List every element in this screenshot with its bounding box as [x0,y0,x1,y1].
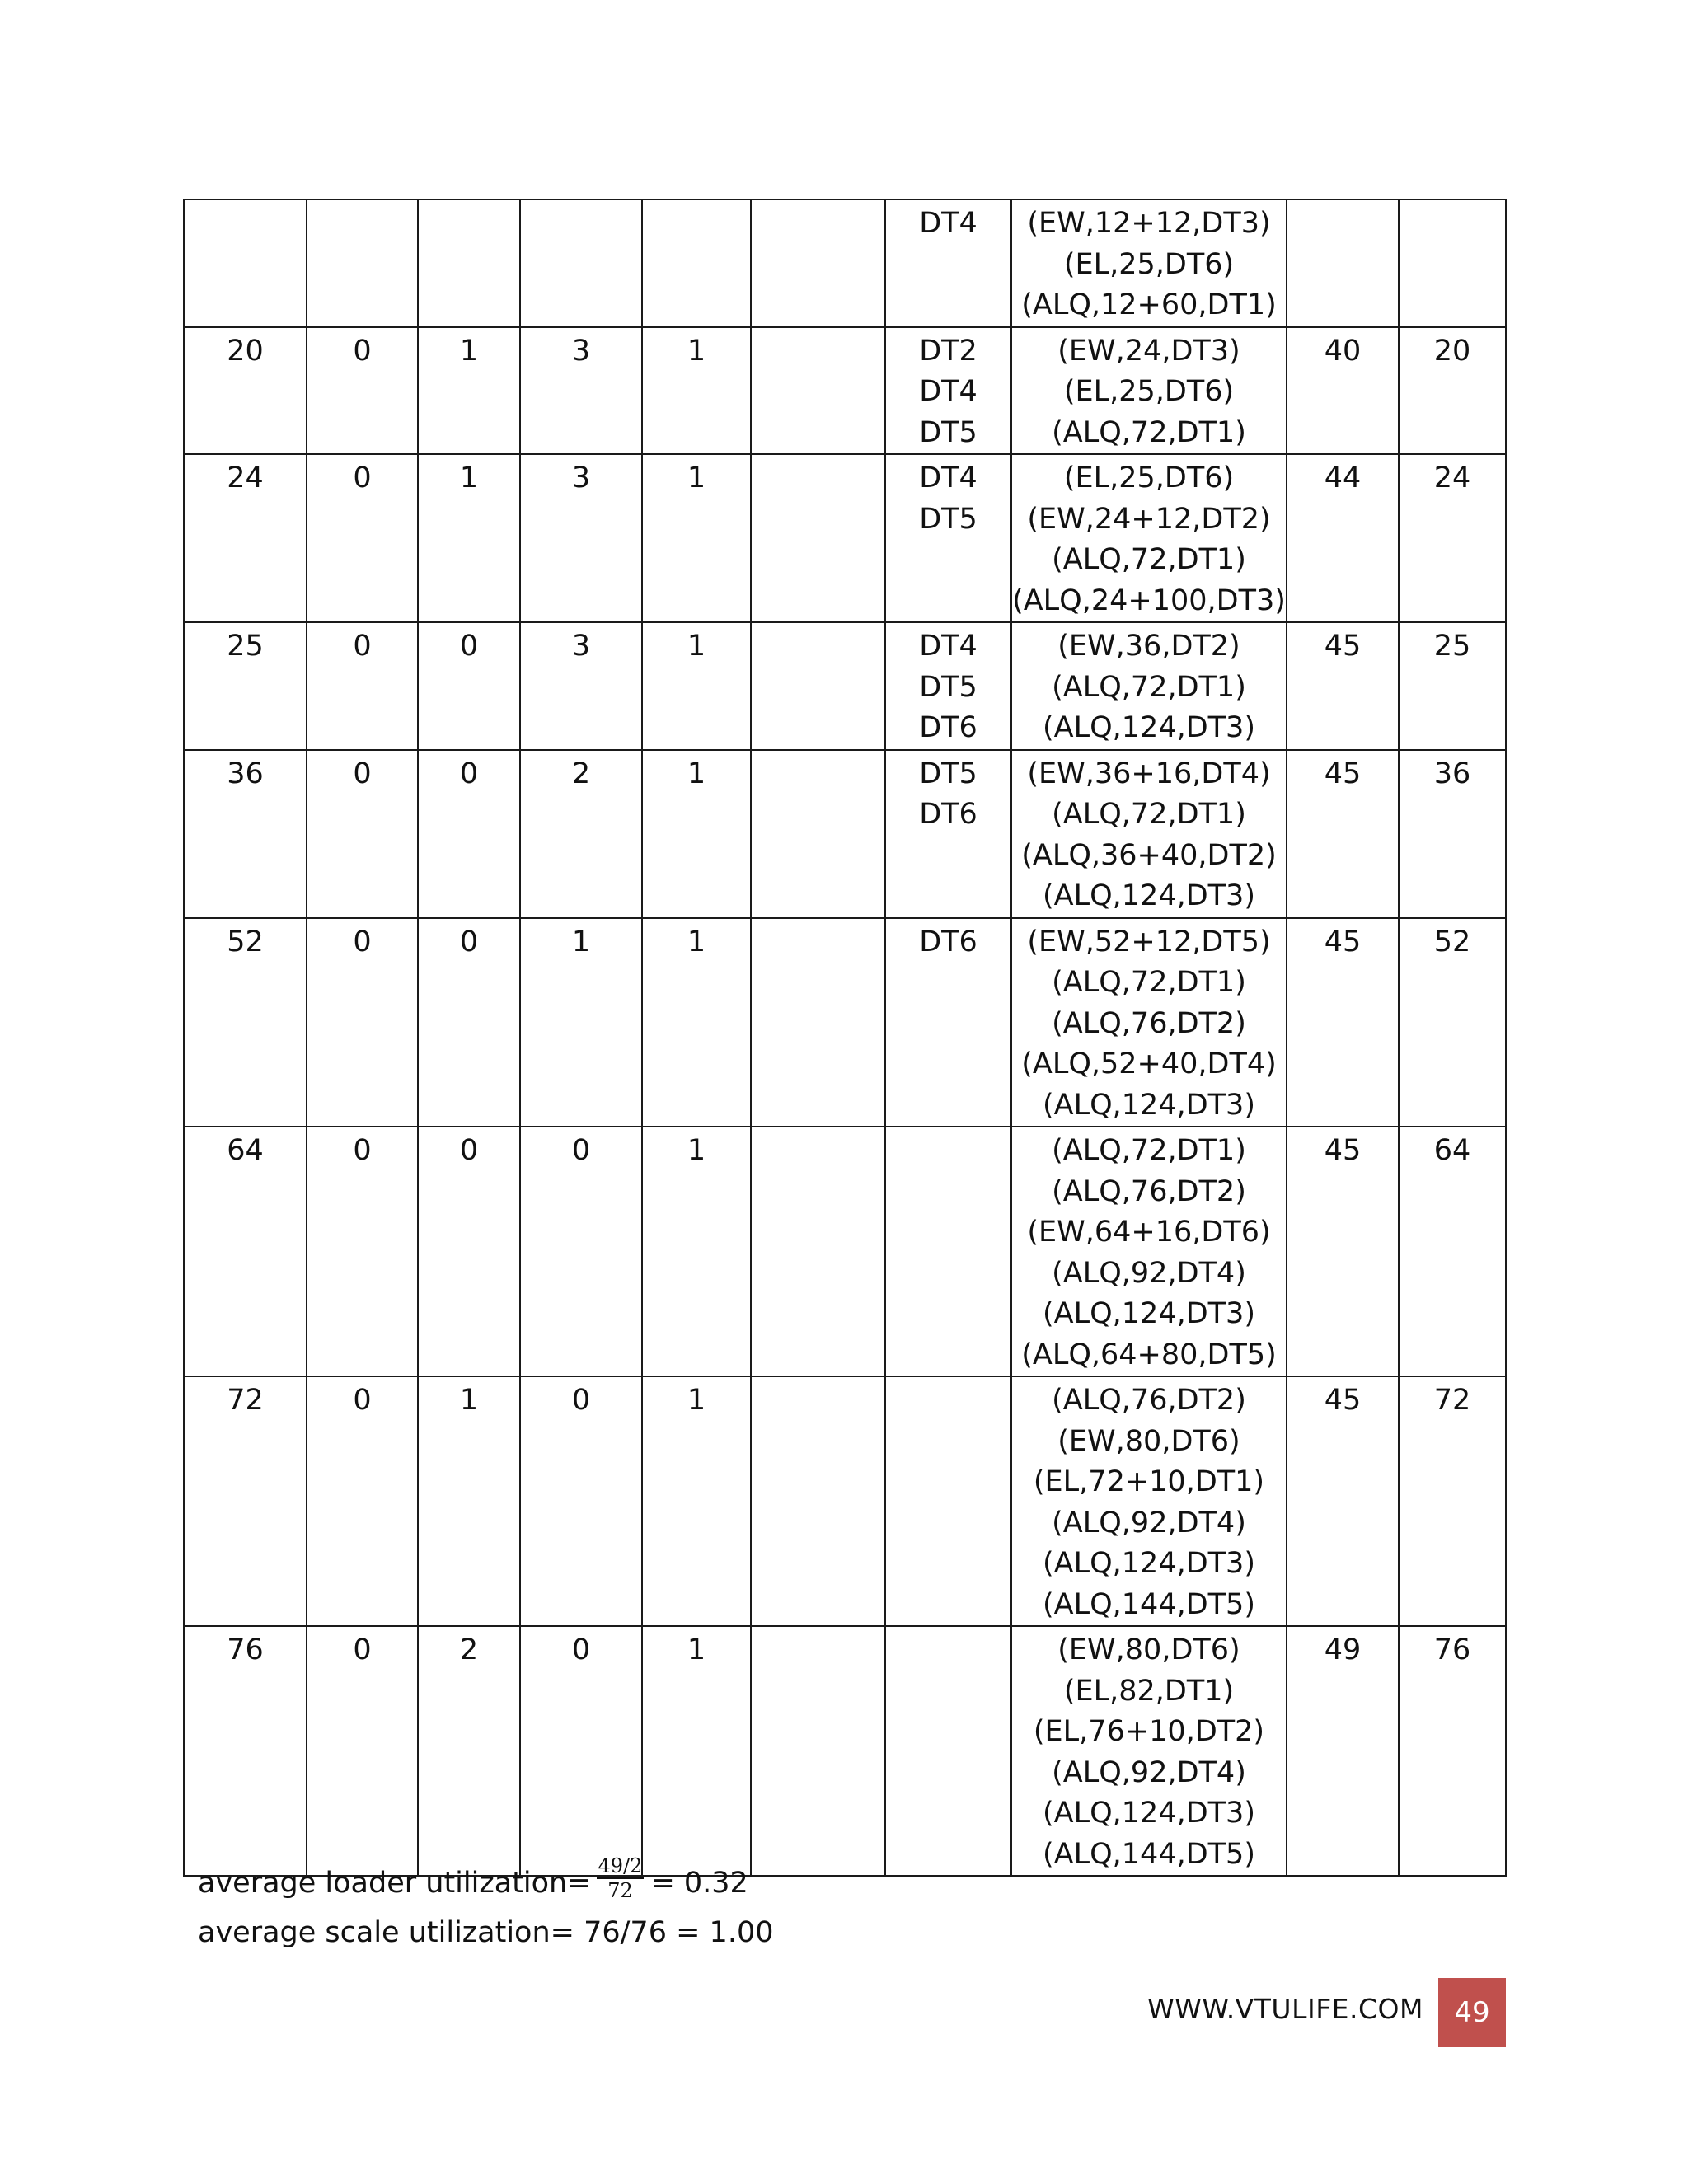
table-cell-c4: 0 [520,1127,642,1376]
table-cell-c4: 1 [520,918,642,1127]
table-cell-c2: 0 [307,750,418,918]
cell-line: (ALQ,76,DT2) [1052,1174,1246,1208]
table-cell-c9: 45 [1287,750,1399,918]
table-cell-c5: 1 [642,918,751,1127]
cell-line: (ALQ,144,DT5) [1043,1587,1255,1621]
table-cell-c8 [1011,1376,1287,1626]
table-cell-c6 [751,199,885,327]
table-cell-c10: 52 [1399,918,1506,1127]
cell-line: (EL,76+10,DT2) [1033,1715,1265,1748]
cell-line: (ALQ,72,DT1) [1052,798,1246,831]
table-cell-c6 [751,750,885,918]
loader-utilization-fraction [597,1854,645,1902]
table-cell-c2: 0 [307,454,418,622]
utilization-notes [198,1854,774,1957]
table-cell-c10: 20 [1399,327,1506,455]
table-cell-c2: 0 [307,622,418,750]
table-cell-c6 [751,1626,885,1876]
cell-line: (ALQ,36+40,DT2) [1021,838,1277,872]
cell-line: DT6 [919,711,978,744]
table-cell-c9 [1287,199,1399,327]
table-cell-c8 [1011,1626,1287,1876]
table-cell-c7 [885,454,1011,622]
cell-line: DT4 [919,375,978,408]
simulation-table [183,199,1507,1877]
table-row [184,1127,1506,1376]
cell-line: (EW,80,DT6) [1057,1424,1240,1458]
cell-line: (ALQ,124,DT3) [1043,1547,1255,1580]
table-cell-c6 [751,622,885,750]
cell-line: (EW,36,DT2) [1057,630,1240,663]
loader-utilization-line [198,1854,773,1908]
page-number-badge: 49 [1438,1978,1506,2047]
cell-line: DT4 [919,462,978,494]
cell-line: (ALQ,72,DT1) [1052,543,1246,576]
table-cell-c9: 45 [1287,918,1399,1127]
table-cell-c8 [1011,622,1287,750]
table-cell-c1: 76 [184,1626,307,1876]
table-cell-c7 [885,199,1011,327]
table-cell-c9: 45 [1287,1376,1399,1626]
table-cell-c4 [520,199,642,327]
cell-line: (EW,80,DT6) [1057,1633,1240,1666]
table-cell-c10: 25 [1399,622,1506,750]
cell-line: DT5 [919,415,978,449]
cell-line: DT6 [919,925,978,958]
table-cell-c3: 0 [418,750,520,918]
table-cell-c1: 25 [184,622,307,750]
cell-line: DT2 [919,334,978,368]
cell-line: DT5 [919,670,978,704]
table-cell-c5: 1 [642,327,751,455]
table-cell-c2: 0 [307,918,418,1127]
cell-line: (ALQ,144,DT5) [1043,1837,1255,1871]
table-cell-c4: 3 [520,622,642,750]
table-row [184,327,1506,455]
cell-line: (EL,25,DT6) [1063,247,1235,281]
table-cell-c6 [751,327,885,455]
table-cell-c5 [642,199,751,327]
table-cell-c9: 45 [1287,1127,1399,1376]
fraction-numerator: 49/2 [598,1854,643,1877]
cell-line: (ALQ,76,DT2) [1052,1006,1246,1040]
cell-line: (EW,36+16,DT4) [1027,757,1271,790]
cell-line: (ALQ,124,DT3) [1043,879,1255,912]
cell-line: (ALQ,124,DT3) [1043,711,1255,744]
table-cell-c10: 64 [1399,1127,1506,1376]
cell-line: (EW,24+12,DT2) [1027,502,1271,536]
table-cell-c1: 64 [184,1127,307,1376]
table-cell-c8 [1011,454,1287,622]
table-cell-c3: 1 [418,1376,520,1626]
table-cell-c4: 3 [520,327,642,455]
table-cell-c3: 0 [418,1127,520,1376]
table-cell-c1: 72 [184,1376,307,1626]
cell-line: (ALQ,72,DT1) [1052,415,1246,449]
cell-line: DT5 [919,502,978,536]
table-cell-c1: 36 [184,750,307,918]
table-cell-c7 [885,918,1011,1127]
table-cell-c10 [1399,199,1506,327]
table-cell-c9: 44 [1287,454,1399,622]
cell-line: (ALQ,124,DT3) [1043,1088,1255,1122]
table-cell-c7 [885,1626,1011,1876]
loader-utilization-result: = 0.32 [650,1867,748,1900]
table-cell-c7 [885,750,1011,918]
table-cell-c2: 0 [307,1127,418,1376]
cell-line: DT5 [919,757,978,790]
table-cell-c4: 3 [520,454,642,622]
table-cell-c8 [1011,918,1287,1127]
cell-line: (EW,12+12,DT3) [1027,207,1271,240]
table-cell-c1 [184,199,307,327]
cell-line: DT6 [919,798,978,831]
table-cell-c5: 1 [642,750,751,918]
table-cell-c7 [885,1376,1011,1626]
table-cell-c4: 0 [520,1626,642,1876]
table-cell-c5: 1 [642,622,751,750]
table-cell-c7 [885,622,1011,750]
table-cell-c3: 2 [418,1626,520,1876]
table-cell-c5: 1 [642,1376,751,1626]
cell-line: (ALQ,52+40,DT4) [1021,1047,1277,1080]
table-row [184,918,1506,1127]
footer-website: WWW.VTULIFE.COM [1147,1993,1423,2025]
cell-line: (ALQ,72,DT1) [1052,670,1246,704]
table-cell-c3: 1 [418,454,520,622]
table-cell-c8 [1011,199,1287,327]
table-cell-c2: 0 [307,327,418,455]
fraction-denominator: 72 [607,1879,633,1902]
table-cell-c3: 0 [418,918,520,1127]
table-cell-c6 [751,918,885,1127]
table-cell-c1: 24 [184,454,307,622]
cell-line: (ALQ,92,DT4) [1052,1755,1246,1789]
cell-line: (ALQ,64+80,DT5) [1021,1338,1277,1371]
cell-line: (ALQ,24+100,DT3) [1012,583,1286,617]
cell-line: (ALQ,124,DT3) [1043,1297,1255,1330]
cell-line: (ALQ,92,DT4) [1052,1256,1246,1290]
table-cell-c3: 1 [418,327,520,455]
cell-line: DT4 [919,630,978,663]
table-row [184,750,1506,918]
table-cell-c9: 49 [1287,1626,1399,1876]
table-cell-c1: 20 [184,327,307,455]
table-cell-c1: 52 [184,918,307,1127]
table-cell-c5: 1 [642,1626,751,1876]
table-cell-c6 [751,1376,885,1626]
table-cell-c10: 36 [1399,750,1506,918]
scale-utilization-line: average scale utilization= 76/76 = 1.00 [198,1916,774,1949]
cell-line: (EW,64+16,DT6) [1027,1216,1271,1249]
table-cell-c7 [885,327,1011,455]
cell-line: (EL,72+10,DT1) [1033,1465,1265,1498]
table-cell-c2 [307,199,418,327]
table-cell-c6 [751,454,885,622]
cell-line: (ALQ,72,DT1) [1052,1134,1246,1167]
cell-line: (EL,25,DT6) [1063,375,1235,408]
loader-utilization-label: average loader utilization= [198,1867,592,1900]
table-cell-c10: 24 [1399,454,1506,622]
cell-line: (ALQ,76,DT2) [1052,1384,1246,1417]
table-cell-c4: 2 [520,750,642,918]
table-cell-c5: 1 [642,1127,751,1376]
table-cell-c8 [1011,327,1287,455]
table-cell-c2: 0 [307,1376,418,1626]
cell-line: DT4 [919,207,978,240]
cell-line: (EW,52+12,DT5) [1027,925,1271,958]
table-cell-c9: 45 [1287,622,1399,750]
cell-line: (ALQ,72,DT1) [1052,966,1246,999]
table-row [184,622,1506,750]
table-cell-c2: 0 [307,1626,418,1876]
table-cell-c6 [751,1127,885,1376]
cell-line: (ALQ,92,DT4) [1052,1506,1246,1540]
table-row [184,1626,1506,1876]
table-cell-c10: 76 [1399,1626,1506,1876]
table-cell-c4: 0 [520,1376,642,1626]
cell-line: (ALQ,124,DT3) [1043,1797,1255,1830]
table-row [184,1376,1506,1626]
table-row [184,199,1506,327]
table-cell-c8 [1011,1127,1287,1376]
table-cell-c3 [418,199,520,327]
cell-line: (EW,24,DT3) [1057,334,1240,368]
table-cell-c9: 40 [1287,327,1399,455]
table-cell-c5: 1 [642,454,751,622]
table-row [184,454,1506,622]
table-cell-c10: 72 [1399,1376,1506,1626]
simulation-table-body [184,199,1506,1876]
table-cell-c3: 0 [418,622,520,750]
table-cell-c8 [1011,750,1287,918]
cell-line: (EL,82,DT1) [1063,1674,1235,1708]
cell-line: (ALQ,12+60,DT1) [1021,288,1277,321]
cell-line: (EL,25,DT6) [1063,462,1235,494]
table-cell-c7 [885,1127,1011,1376]
